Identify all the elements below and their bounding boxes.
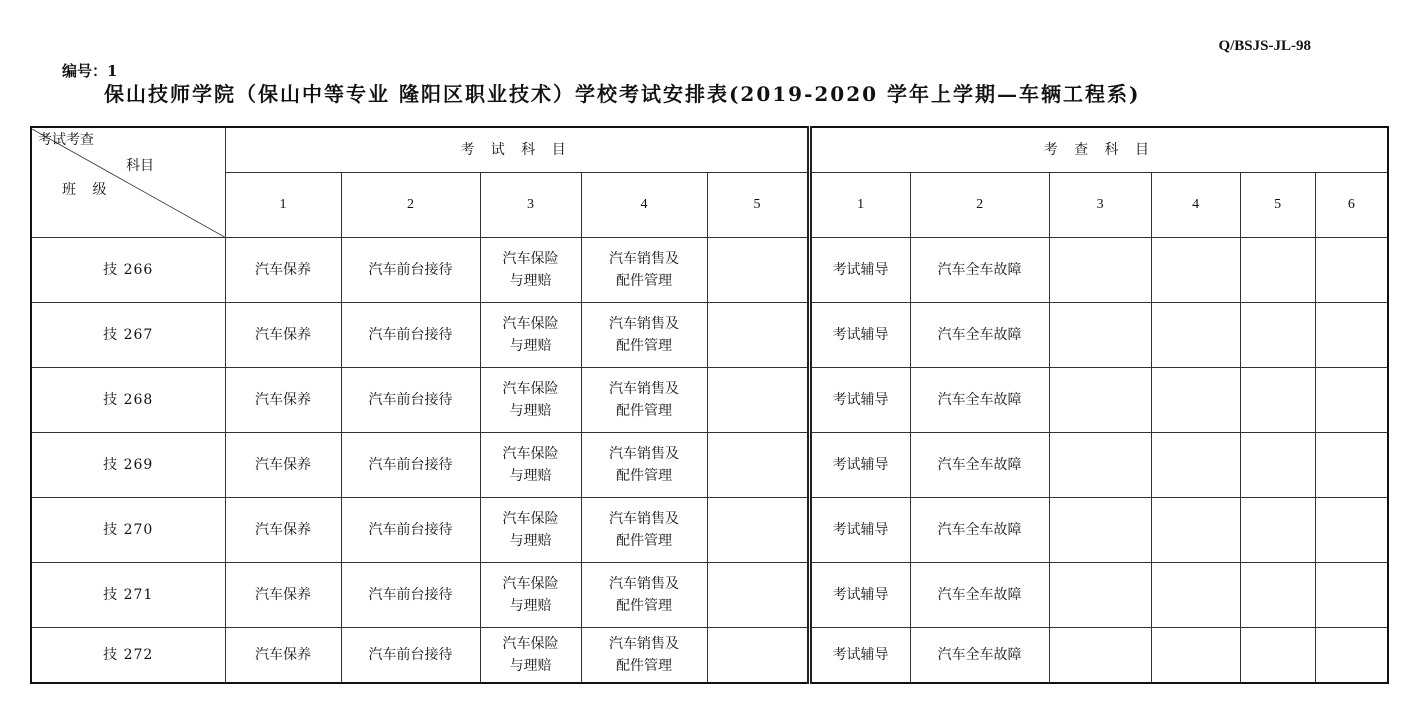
check-subject-cell [1240,368,1315,433]
check-column-number: 3 [1049,173,1151,238]
exam-subject-cell: 汽车保养 [225,303,341,368]
exam-schedule-table [30,126,1389,684]
exam-subject-cell: 汽车前台接待 [341,563,480,628]
check-subject-cell: 考试辅导 [809,628,910,684]
exam-subject-cell: 汽车销售及 配件管理 [581,368,707,433]
serial-number: 编号：1 [62,62,118,80]
class-name-cell: 技 268 [31,368,225,433]
check-subject-cell [1049,628,1151,684]
check-subject-cell [1240,238,1315,303]
exam-subject-cell: 汽车保险 与理赔 [480,563,581,628]
check-subject-cell: 汽车全车故障 [910,433,1049,498]
check-subject-cell: 考试辅导 [809,498,910,563]
check-subject-cell [1049,433,1151,498]
exam-subject-cell: 汽车保险 与理赔 [480,238,581,303]
exam-column-number: 5 [707,173,809,238]
check-subject-cell [1240,563,1315,628]
check-subject-cell [1315,563,1388,628]
check-subjects-header: 考 查 科 目 [809,127,1388,173]
check-subject-cell: 考试辅导 [809,563,910,628]
table-row [31,563,1388,628]
table-row [31,368,1388,433]
exam-subject-cell: 汽车保险 与理赔 [480,368,581,433]
check-column-number: 1 [809,173,910,238]
exam-subject-cell: 汽车前台接待 [341,238,480,303]
exam-subject-cell: 汽车保险 与理赔 [480,303,581,368]
exam-subject-cell [707,368,809,433]
class-name-cell: 技 272 [31,628,225,684]
check-subject-cell: 汽车全车故障 [910,238,1049,303]
exam-subject-cell [707,563,809,628]
check-column-number: 5 [1240,173,1315,238]
check-column-number: 4 [1151,173,1240,238]
check-subject-cell [1151,238,1240,303]
check-subject-cell [1315,303,1388,368]
exam-subjects-header: 考 试 科 目 [225,127,809,173]
check-subject-cell [1151,433,1240,498]
exam-subject-cell: 汽车前台接待 [341,303,480,368]
exam-subject-cell: 汽车销售及 配件管理 [581,498,707,563]
exam-column-number: 4 [581,173,707,238]
check-subject-cell [1151,628,1240,684]
check-subject-cell [1151,498,1240,563]
check-subject-cell [1240,498,1315,563]
exam-subject-cell [707,238,809,303]
exam-subject-cell: 汽车保养 [225,238,341,303]
check-subject-cell [1315,238,1388,303]
check-subject-cell: 考试辅导 [809,368,910,433]
check-subject-cell [1315,368,1388,433]
check-subject-cell [1240,433,1315,498]
exam-subject-cell: 汽车销售及 配件管理 [581,303,707,368]
class-name-cell: 技 267 [31,303,225,368]
check-subject-cell [1049,563,1151,628]
check-subject-cell: 汽车全车故障 [910,303,1049,368]
corner-header-cell [31,127,225,238]
exam-subject-cell [707,628,809,684]
exam-subject-cell: 汽车保养 [225,628,341,684]
table-row [31,498,1388,563]
class-name-cell: 技 266 [31,238,225,303]
exam-subject-cell: 汽车保养 [225,368,341,433]
check-subject-cell: 考试辅导 [809,303,910,368]
check-subject-cell: 考试辅导 [809,238,910,303]
exam-subject-cell: 汽车保险 与理赔 [480,628,581,684]
exam-subject-cell [707,498,809,563]
exam-subject-cell: 汽车保养 [225,433,341,498]
class-name-cell: 技 269 [31,433,225,498]
check-subject-cell: 汽车全车故障 [910,368,1049,433]
exam-column-number: 3 [480,173,581,238]
check-subject-cell [1240,303,1315,368]
exam-subject-cell: 汽车前台接待 [341,433,480,498]
page-title: 保山技师学院（保山中等专业 隆阳区职业技术）学校考试安排表(2019-2020 学年上学期—车辆工程系) [104,82,1141,106]
exam-subject-cell: 汽车销售及 配件管理 [581,433,707,498]
corner-label-subject: 科目 [126,157,154,174]
header-row-numbers [31,173,1388,238]
check-subject-cell [1151,368,1240,433]
table-row [31,433,1388,498]
exam-subject-cell: 汽车销售及 配件管理 [581,563,707,628]
check-subject-cell [1049,238,1151,303]
exam-subject-cell: 汽车保养 [225,498,341,563]
exam-subject-cell: 汽车前台接待 [341,498,480,563]
class-name-cell: 技 271 [31,563,225,628]
exam-subject-cell: 汽车保险 与理赔 [480,433,581,498]
check-subject-cell [1240,628,1315,684]
check-subject-cell [1315,498,1388,563]
corner-label-exam-type: 考试考查 [38,131,94,148]
check-subject-cell [1151,563,1240,628]
check-subject-cell [1049,303,1151,368]
corner-label-class: 班 级 [62,181,113,198]
exam-subject-cell: 汽车保养 [225,563,341,628]
exam-subject-cell: 汽车前台接待 [341,628,480,684]
table-body [31,127,1388,683]
exam-subject-cell [707,433,809,498]
check-subject-cell [1315,433,1388,498]
document-code: Q/BSJS-JL-98 [1218,38,1311,54]
check-column-number: 2 [910,173,1049,238]
exam-subject-cell [707,303,809,368]
check-column-number: 6 [1315,173,1388,238]
exam-subject-cell: 汽车销售及 配件管理 [581,628,707,684]
exam-subject-cell: 汽车保险 与理赔 [480,498,581,563]
check-subject-cell: 汽车全车故障 [910,498,1049,563]
check-subject-cell: 汽车全车故障 [910,563,1049,628]
exam-column-number: 2 [341,173,480,238]
check-subject-cell [1151,303,1240,368]
exam-column-number: 1 [225,173,341,238]
check-subject-cell [1315,628,1388,684]
table-row [31,303,1388,368]
exam-subject-cell: 汽车销售及 配件管理 [581,238,707,303]
check-subject-cell [1049,498,1151,563]
header-row-group [31,127,1388,173]
exam-subject-cell: 汽车前台接待 [341,368,480,433]
check-subject-cell: 汽车全车故障 [910,628,1049,684]
table-row [31,628,1388,684]
check-subject-cell: 考试辅导 [809,433,910,498]
class-name-cell: 技 270 [31,498,225,563]
table-row [31,238,1388,303]
check-subject-cell [1049,368,1151,433]
